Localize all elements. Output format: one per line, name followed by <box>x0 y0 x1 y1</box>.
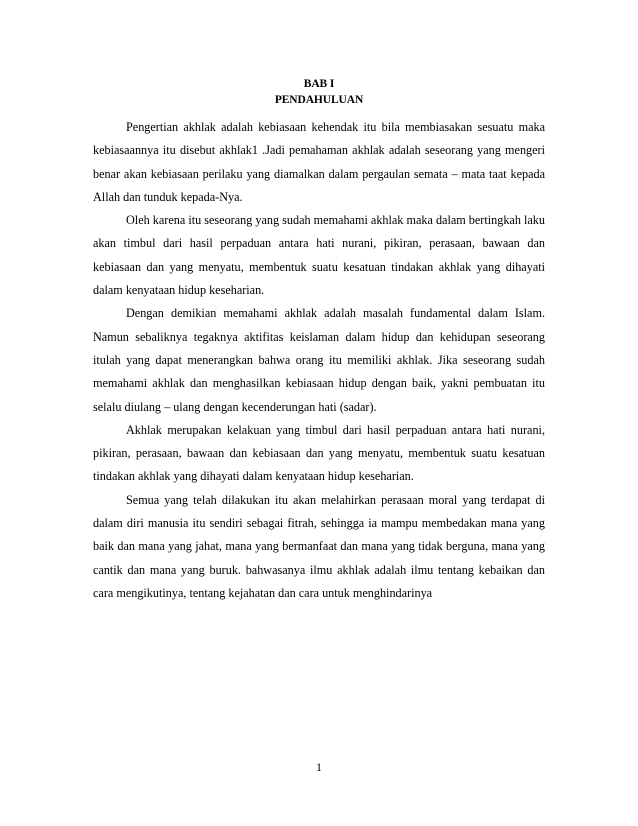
paragraph: Dengan demikian memahami akhlak adalah masalah fundamental dalam Islam. Namun sebaliknya tegaknya aktifitas keislaman dalam hidup dan kehidupan seseorang itulah yang dapat menerangkan bahwa orang itu memiliki akhlak. Jika seseorang sudah memahami akhlak dan menghasilkan kebiasaan hidup dengan baik, yakni pembuatan itu selalu diulang – ulang dengan kecenderungan hati (sadar). <box>93 306 545 414</box>
chapter-label: BAB I <box>303 78 335 90</box>
paragraph: Oleh karena itu seseorang yang sudah memahami akhlak maka dalam bertingkah laku akan timbul dari hasil perpaduan antara hati nurani, pikiran, perasaan, bawaan dan kebiasaan dan yang menyatu, membentuk suatu kesatuan tindakan akhlak yang dihayati dalam kenyataan hidup keseharian. <box>93 213 545 298</box>
chapter-title: PENDAHULUAN <box>274 94 364 106</box>
chapter-heading <box>0 76 638 108</box>
paragraph: Pengertian akhlak adalah kebiasaan kehendak itu bila membiasakan sesuatu maka kebiasaannya itu disebut akhlak1 .Jadi pemahaman akhlak adalah seseorang yang mengeri benar akan kebiasaan perilaku yang diamalkan dalam pergaulan semata – mata taat kepada Allah dan tunduk kepada-Nya. <box>93 120 545 204</box>
paragraph: Akhlak merupakan kelakuan yang timbul dari hasil perpaduan antara hati nurani, pikiran, perasaan, bawaan dan kebiasaan dan yang menyatu, membentuk suatu kesatuan tindakan akhlak yang dihayati dalam kenyataan hidup keseharian. <box>93 422 545 484</box>
paragraph: Semua yang telah dilakukan itu akan melahirkan perasaan moral yang terdapat di dalam diri manusia itu sendiri sebagai fitrah, sehingga ia mampu membedakan mana yang baik dan mana yang jahat, mana yang bermanfaat dan mana yang tidak berguna, mana yang cantik dan mana yang buruk. bahwasanya ilmu akhlak adalah ilmu tentang kebaikan dan cara mengikutinya, tentang kejahatan dan cara untuk menghindarinya <box>93 492 545 600</box>
body-text <box>93 116 545 605</box>
page-number: 1 <box>316 760 322 774</box>
